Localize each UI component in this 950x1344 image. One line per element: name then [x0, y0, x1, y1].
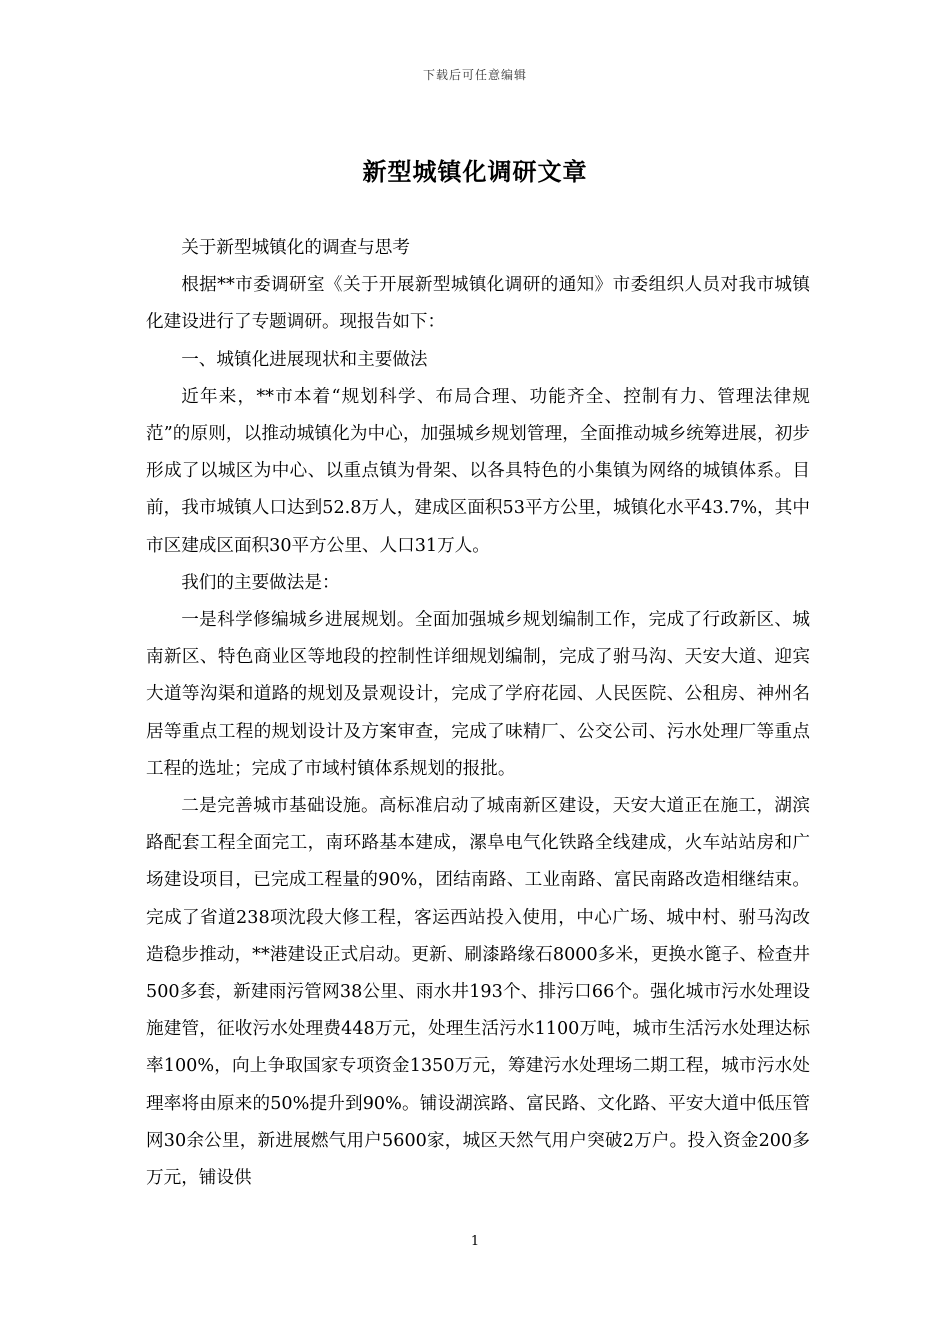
- page-number: 1: [470, 1234, 480, 1249]
- header-note: 下载后可任意编辑: [422, 68, 527, 82]
- paragraph-methods-lead: 我们的主要做法是：: [181, 572, 340, 593]
- document-title: 新型城镇化调研文章: [362, 157, 588, 186]
- paragraph-planning: 一是科学修编城乡进展规划。全面加强城乡规划编制工作，完成了行政新区、城南新区、特色商业区等地段的控制性详细规划编制，完成了驸马沟、天安大道、迎宾大道等沟渠和道路的规划及景观设计，完成了学府花园、人民医院、公租房、神州名居等重点工程的规划设计及方案审查，完成了味精厂、公交公司、污水处理厂等重点工程的选址；完成了市域村镇体系规划的报批。: [146, 610, 810, 779]
- document-body: [146, 230, 810, 1197]
- paragraph-intro: 根据**市委调研室《关于开展新型城镇化调研的通知》市委组织人员对我市城镇化建设进行了专题调研。现报告如下：: [146, 275, 810, 333]
- paragraph-subtitle: 关于新型城镇化的调查与思考: [181, 238, 410, 258]
- paragraph-infrastructure: 二是完善城市基础设施。高标准启动了城南新区建设，天安大道正在施工，湖滨路配套工程全面完工，南环路基本建成，漯阜电气化铁路全线建成，火车站站房和广场建设项目，已完成工程量的90%，团结南路、工业南路、富民南路改造相继结束。完成了省道238项沈段大修工程，客运西站投入使用，中心广场、城中村、驸马沟改造稳步推动，**港建设正式启动。更新、刷漆路缘石8000多米，更换水篦子、检查井500多套，新建雨污管网38公里、雨水井193个、排污口66个。强化城市污水处理设施建管，征收污水处理费448万元，处理生活污水1100万吨，城市生活污水处理达标率100%，向上争取国家专项资金1350万元，筹建污水处理场二期工程，城市污水处理率将由原来的50%提升到90%。铺设湖滨路、富民路、文化路、平安大道中低压管网30余公里，新进展燃气用户5600家，城区天然气用户突破2万户。投入资金200多万元，铺设供: [146, 796, 810, 1189]
- section-heading: 一、城镇化进展现状和主要做法: [181, 349, 428, 370]
- paragraph-overview: 近年来，**市本着“规划科学、布局合理、功能齐全、控制有力、管理法律规范”的原则，以推动城镇化为中心，加强城乡规划管理，全面推动城乡统筹进展，初步形成了以城区为中心、以重点镇为骨架、以各具特色的小集镇为网络的城镇体系。目前，我市城镇人口达到52.8万人，建成区面积53平方公里，城镇化水平43.7%，其中市区建成区面积30平方公里、人口31万人。: [146, 386, 810, 556]
